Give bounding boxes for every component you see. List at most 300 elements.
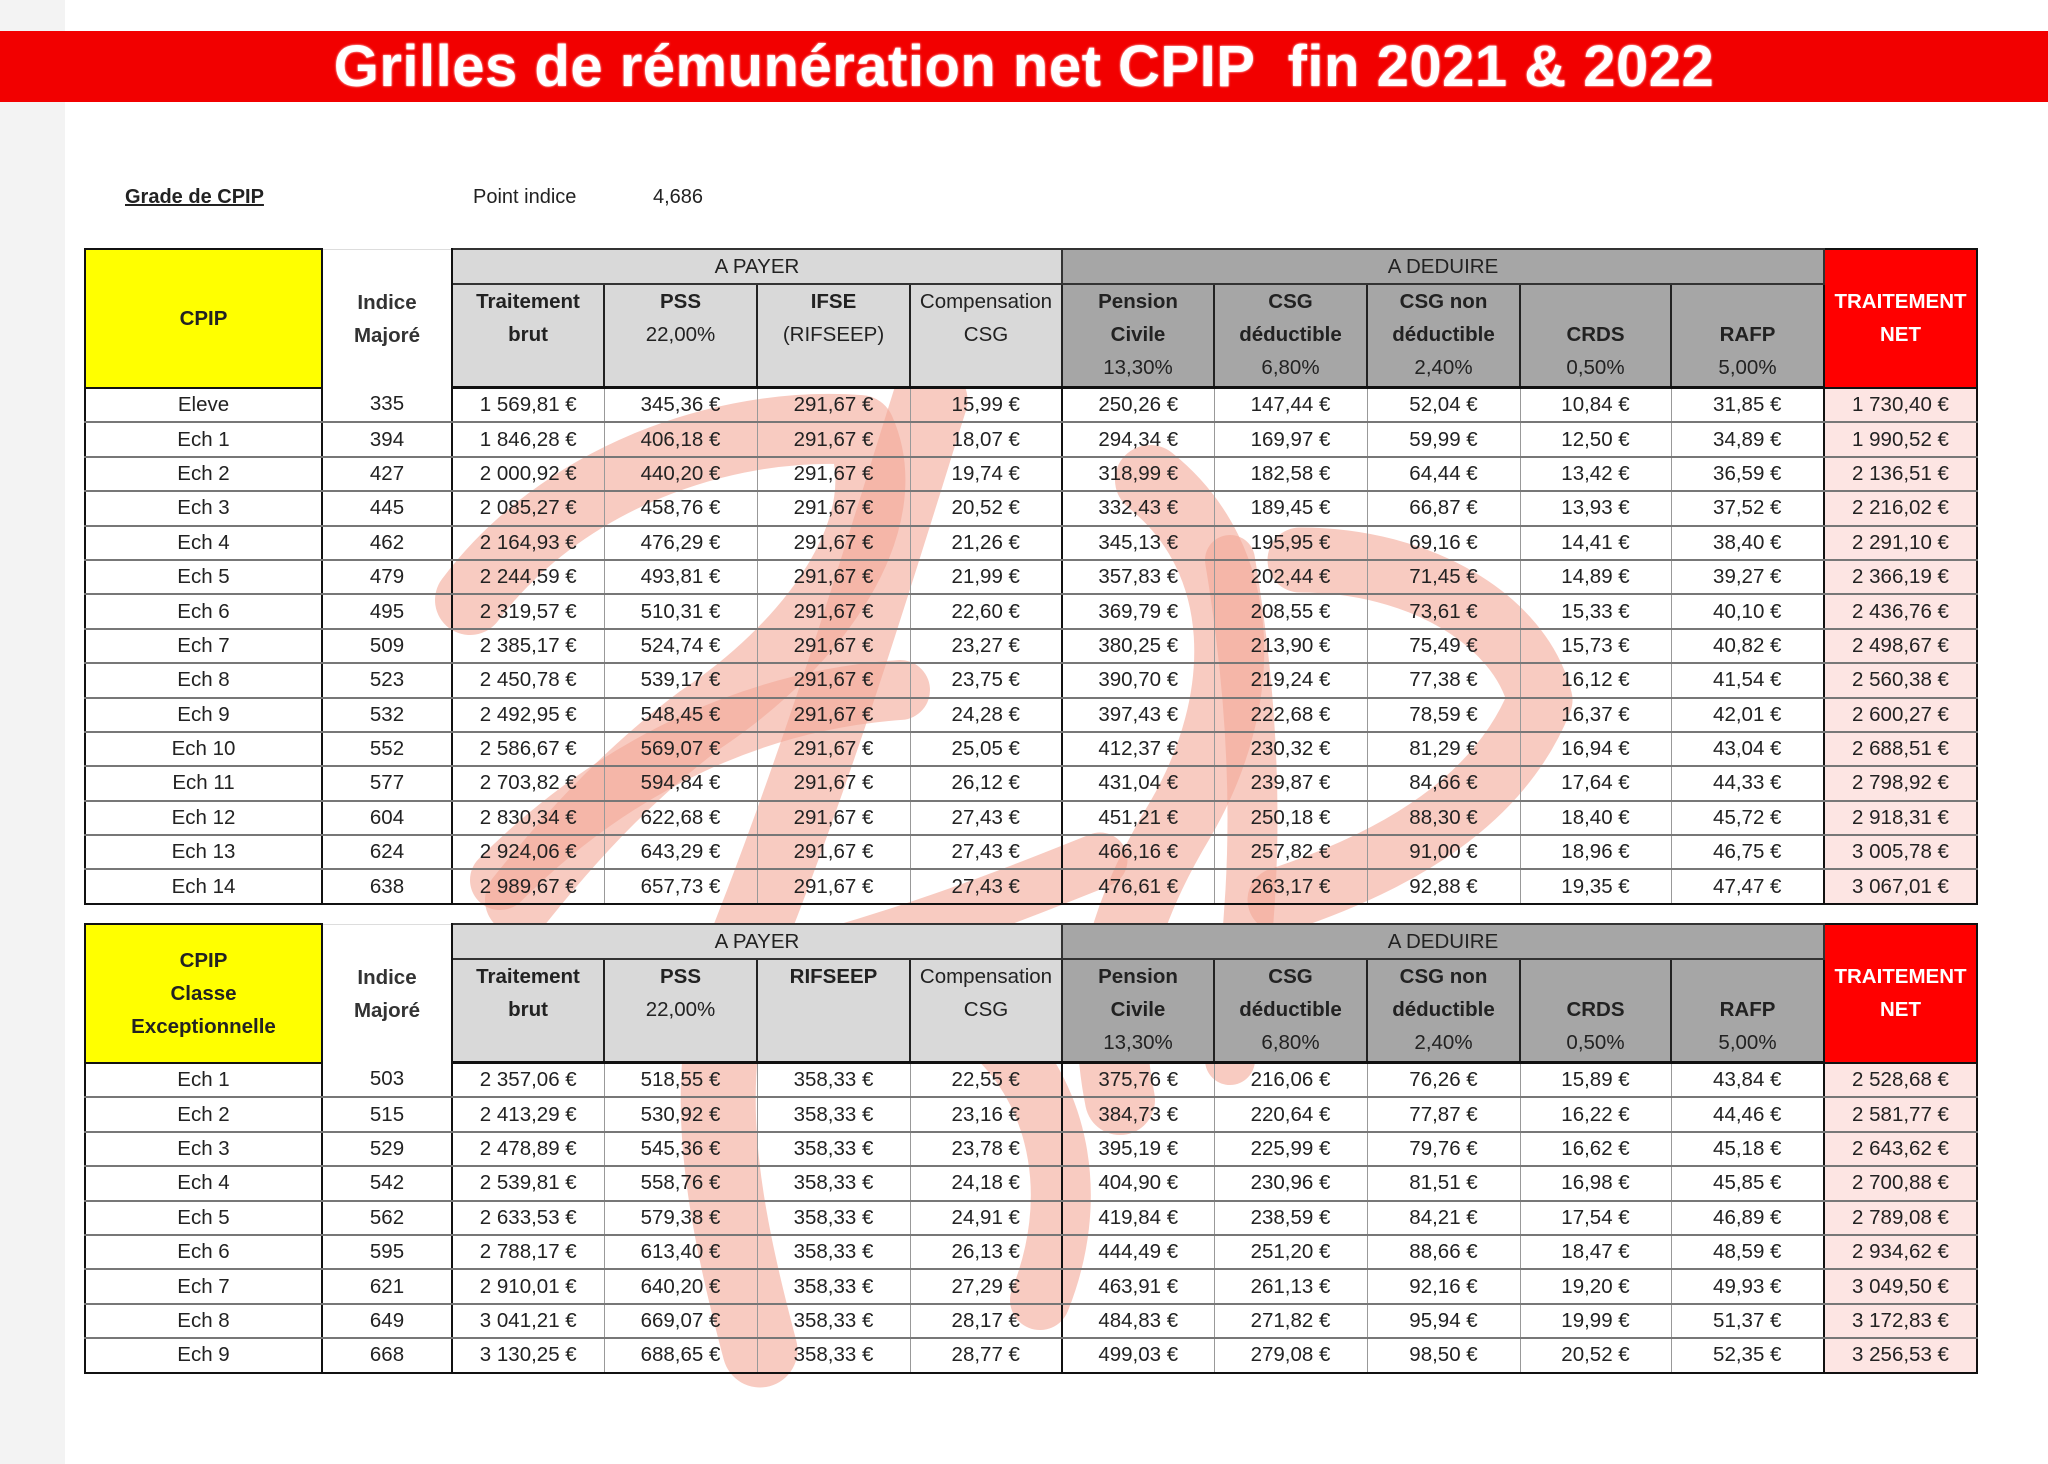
rafp-cell: 34,89 €	[1671, 422, 1824, 456]
traitement-brut-cell: 2 319,57 €	[452, 594, 604, 628]
rafp-cell: 45,72 €	[1671, 801, 1824, 835]
crds-cell: 15,73 €	[1520, 629, 1671, 663]
a-payer-group-header: A PAYER	[452, 249, 1062, 284]
traitement-brut-cell: 1 846,28 €	[452, 422, 604, 456]
pension-civile-cell: 463,91 €	[1062, 1269, 1214, 1303]
rafp-cell: 42,01 €	[1671, 698, 1824, 732]
column-header-line	[758, 351, 909, 384]
traitement-brut-cell: 2 539,81 €	[452, 1166, 604, 1200]
crds-cell: 17,64 €	[1520, 766, 1671, 800]
indice-cell: 595	[322, 1235, 452, 1269]
corner-header-line: Classe	[170, 981, 237, 1005]
column-header-line: CSG	[1268, 290, 1313, 313]
indice-cell: 604	[322, 801, 452, 835]
crds-cell: 13,42 €	[1520, 457, 1671, 491]
table-row	[85, 1063, 1977, 1098]
rafp-cell: 37,52 €	[1671, 491, 1824, 525]
column-header-line: CSG	[963, 998, 1009, 1021]
crds-cell: 20,52 €	[1520, 1338, 1671, 1372]
net-cell: 2 560,38 €	[1824, 663, 1977, 697]
pss-cell: 622,68 €	[604, 801, 757, 835]
crds-cell: 16,12 €	[1520, 663, 1671, 697]
csg-non-deductible-cell: 92,88 €	[1367, 869, 1520, 903]
indice-cell: 638	[322, 869, 452, 903]
net-cell: 2 600,27 €	[1824, 698, 1977, 732]
indice-cell: 523	[322, 663, 452, 697]
column-header-line: 22,00%	[645, 323, 716, 346]
pss-cell: 493,81 €	[604, 560, 757, 594]
table-row	[85, 1269, 1977, 1303]
rafp-cell: 38,40 €	[1671, 526, 1824, 560]
a-deduire-group-header: A DEDUIRE	[1062, 249, 1824, 284]
table-row	[85, 491, 1977, 525]
column-header-line: déductible	[1239, 998, 1342, 1021]
compensation-csg-cell: 20,52 €	[910, 491, 1062, 525]
table-row	[85, 526, 1977, 560]
csg-non-deductible-cell: 66,87 €	[1367, 491, 1520, 525]
pss-cell: 594,84 €	[604, 766, 757, 800]
column-header-line: CSG non	[1399, 965, 1488, 988]
compensation-csg-cell: 24,28 €	[910, 698, 1062, 732]
csg-deductible-cell: 213,90 €	[1214, 629, 1367, 663]
column-header-line: IFSE	[810, 290, 857, 313]
pss-cell: 440,20 €	[604, 457, 757, 491]
net-cell: 2 216,02 €	[1824, 491, 1977, 525]
indice-cell: 621	[322, 1269, 452, 1303]
net-cell: 2 291,10 €	[1824, 526, 1977, 560]
csg-non-deductible-cell: 59,99 €	[1367, 422, 1520, 456]
column-header-line	[758, 1026, 909, 1059]
rafp-cell: 43,04 €	[1671, 732, 1824, 766]
indice-cell: 394	[322, 422, 452, 456]
compensation-csg-cell: 22,55 €	[910, 1063, 1062, 1098]
indice-header-line: Indice	[357, 290, 417, 314]
net-cell: 2 581,77 €	[1824, 1097, 1977, 1131]
column-header-line: PSS	[659, 290, 702, 313]
net-cell: 2 528,68 €	[1824, 1063, 1977, 1098]
net-cell: 3 256,53 €	[1824, 1338, 1977, 1372]
compensation-csg-cell: 23,16 €	[910, 1097, 1062, 1131]
csg-deductible-cell: 230,32 €	[1214, 732, 1367, 766]
column-header-line	[911, 1026, 1061, 1059]
rifseep-cell: 291,67 €	[757, 457, 910, 491]
column-header-rafp	[1671, 284, 1824, 388]
csg-non-deductible-cell: 77,87 €	[1367, 1097, 1520, 1131]
net-cell: 2 366,19 €	[1824, 560, 1977, 594]
pension-civile-cell: 404,90 €	[1062, 1166, 1214, 1200]
rifseep-cell: 358,33 €	[757, 1269, 910, 1303]
net-cell: 2 934,62 €	[1824, 1235, 1977, 1269]
column-header-line: RIFSEEP	[789, 965, 878, 988]
pension-civile-cell: 499,03 €	[1062, 1338, 1214, 1372]
traitement-brut-cell: 2 788,17 €	[452, 1235, 604, 1269]
pension-civile-cell: 357,83 €	[1062, 560, 1214, 594]
rafp-cell: 45,85 €	[1671, 1166, 1824, 1200]
pension-civile-cell: 294,34 €	[1062, 422, 1214, 456]
crds-cell: 17,54 €	[1520, 1201, 1671, 1235]
table-row	[85, 663, 1977, 697]
echelon-cell: Ech 6	[85, 594, 322, 628]
rafp-cell: 36,59 €	[1671, 457, 1824, 491]
pss-cell: 539,17 €	[604, 663, 757, 697]
net-cell: 2 136,51 €	[1824, 457, 1977, 491]
pss-cell: 530,92 €	[604, 1097, 757, 1131]
table-row	[85, 457, 1977, 491]
indice-cell: 649	[322, 1304, 452, 1338]
rafp-cell: 40,10 €	[1671, 594, 1824, 628]
column-header-line: 13,30%	[1103, 1031, 1173, 1054]
compensation-csg-cell: 21,26 €	[910, 526, 1062, 560]
rafp-cell: 52,35 €	[1671, 1338, 1824, 1372]
pension-civile-cell: 250,26 €	[1062, 388, 1214, 423]
table-row	[85, 801, 1977, 835]
column-header-pension-civile	[1062, 284, 1214, 388]
indice-cell: 542	[322, 1166, 452, 1200]
rafp-cell: 46,89 €	[1671, 1201, 1824, 1235]
rafp-cell: 31,85 €	[1671, 388, 1824, 423]
table-row	[85, 835, 1977, 869]
table-row	[85, 698, 1977, 732]
echelon-cell: Ech 5	[85, 1201, 322, 1235]
echelon-cell: Eleve	[85, 388, 322, 423]
pension-civile-cell: 412,37 €	[1062, 732, 1214, 766]
table-row	[85, 869, 1977, 903]
indice-cell: 529	[322, 1132, 452, 1166]
rifseep-cell: 291,67 €	[757, 801, 910, 835]
indice-header-line: Indice	[357, 965, 417, 989]
traitement-brut-cell: 2 357,06 €	[452, 1063, 604, 1098]
column-header-line: PSS	[659, 965, 702, 988]
column-header-line: Civile	[1110, 323, 1166, 346]
pss-cell: 458,76 €	[604, 491, 757, 525]
crds-cell: 19,20 €	[1520, 1269, 1671, 1303]
grade-label: Grade de CPIP	[125, 186, 264, 208]
corner-header	[85, 924, 322, 1063]
net-cell: 3 172,83 €	[1824, 1304, 1977, 1338]
column-header-line	[911, 351, 1061, 384]
column-header-line: déductible	[1239, 323, 1342, 346]
csg-non-deductible-cell: 88,66 €	[1367, 1235, 1520, 1269]
net-cell: 2 688,51 €	[1824, 732, 1977, 766]
table-row	[85, 1097, 1977, 1131]
traitement-brut-cell: 2 000,92 €	[452, 457, 604, 491]
column-header-line: 6,80%	[1261, 356, 1320, 379]
csg-non-deductible-cell: 81,51 €	[1367, 1166, 1520, 1200]
echelon-cell: Ech 3	[85, 491, 322, 525]
echelon-cell: Ech 2	[85, 457, 322, 491]
column-header-compensation-csg	[910, 284, 1062, 388]
column-header-crds	[1520, 284, 1671, 388]
traitement-brut-cell: 3 041,21 €	[452, 1304, 604, 1338]
table-row	[85, 422, 1977, 456]
rifseep-cell: 358,33 €	[757, 1304, 910, 1338]
pss-cell: 524,74 €	[604, 629, 757, 663]
indice-cell: 335	[322, 388, 452, 423]
rifseep-cell: 291,67 €	[757, 422, 910, 456]
csg-deductible-cell: 202,44 €	[1214, 560, 1367, 594]
pension-civile-cell: 431,04 €	[1062, 766, 1214, 800]
csg-deductible-cell: 271,82 €	[1214, 1304, 1367, 1338]
rafp-cell: 43,84 €	[1671, 1063, 1824, 1098]
table-row	[85, 1235, 1977, 1269]
csg-deductible-cell: 251,20 €	[1214, 1235, 1367, 1269]
rifseep-cell: 358,33 €	[757, 1132, 910, 1166]
rifseep-cell: 291,67 €	[757, 526, 910, 560]
table-row	[85, 388, 1977, 423]
column-header-line: brut	[508, 323, 548, 346]
crds-cell: 18,40 €	[1520, 801, 1671, 835]
echelon-cell: Ech 7	[85, 629, 322, 663]
column-header-pension-civile	[1062, 959, 1214, 1063]
crds-cell: 16,98 €	[1520, 1166, 1671, 1200]
pension-civile-cell: 380,25 €	[1062, 629, 1214, 663]
indice-header-line: Majoré	[353, 323, 421, 347]
traitement-net-header	[1824, 924, 1977, 1063]
column-header-pss	[604, 959, 757, 1063]
traitement-brut-cell: 2 910,01 €	[452, 1269, 604, 1303]
traitement-brut-cell: 2 924,06 €	[452, 835, 604, 869]
pss-cell: 406,18 €	[604, 422, 757, 456]
csg-non-deductible-cell: 92,16 €	[1367, 1269, 1520, 1303]
indice-majore-header	[322, 924, 452, 1063]
column-header-traitement-brut	[452, 959, 604, 1063]
column-header-csg-deductible	[1214, 284, 1367, 388]
crds-cell: 10,84 €	[1520, 388, 1671, 423]
echelon-cell: Ech 4	[85, 526, 322, 560]
compensation-csg-cell: 22,60 €	[910, 594, 1062, 628]
pension-civile-cell: 384,73 €	[1062, 1097, 1214, 1131]
echelon-cell: Ech 3	[85, 1132, 322, 1166]
csg-non-deductible-cell: 88,30 €	[1367, 801, 1520, 835]
column-header-traitement-brut	[452, 284, 604, 388]
compensation-csg-cell: 26,12 €	[910, 766, 1062, 800]
rifseep-cell: 358,33 €	[757, 1063, 910, 1098]
pension-civile-cell: 419,84 €	[1062, 1201, 1214, 1235]
rifseep-cell: 291,67 €	[757, 835, 910, 869]
csg-non-deductible-cell: 73,61 €	[1367, 594, 1520, 628]
corner-header-line: CPIP	[179, 948, 228, 972]
csg-deductible-cell: 222,68 €	[1214, 698, 1367, 732]
echelon-cell: Ech 1	[85, 422, 322, 456]
echelon-cell: Ech 7	[85, 1269, 322, 1303]
csg-non-deductible-cell: 64,44 €	[1367, 457, 1520, 491]
traitement-brut-cell: 2 492,95 €	[452, 698, 604, 732]
csg-deductible-cell: 225,99 €	[1214, 1132, 1367, 1166]
rafp-cell: 48,59 €	[1671, 1235, 1824, 1269]
compensation-csg-cell: 27,43 €	[910, 869, 1062, 903]
echelon-cell: Ech 8	[85, 1304, 322, 1338]
rifseep-cell: 291,67 €	[757, 698, 910, 732]
crds-cell: 16,94 €	[1520, 732, 1671, 766]
column-header-line: Traitement	[476, 965, 580, 988]
compensation-csg-cell: 28,77 €	[910, 1338, 1062, 1372]
column-header-line: Pension	[1098, 965, 1178, 988]
pension-civile-cell: 476,61 €	[1062, 869, 1214, 903]
column-header-rafp	[1671, 959, 1824, 1063]
corner-header	[85, 249, 322, 388]
indice-cell: 479	[322, 560, 452, 594]
column-header-line: 6,80%	[1261, 1031, 1320, 1054]
compensation-csg-cell: 19,74 €	[910, 457, 1062, 491]
traitement-net-header	[1824, 249, 1977, 388]
compensation-csg-cell: 24,18 €	[910, 1166, 1062, 1200]
crds-cell: 13,93 €	[1520, 491, 1671, 525]
column-header-line: CRDS	[1566, 323, 1625, 346]
csg-non-deductible-cell: 75,49 €	[1367, 629, 1520, 663]
indice-header-line: Majoré	[353, 998, 421, 1022]
compensation-csg-cell: 18,07 €	[910, 422, 1062, 456]
indice-cell: 427	[322, 457, 452, 491]
net-cell: 2 498,67 €	[1824, 629, 1977, 663]
csg-deductible-cell: 238,59 €	[1214, 1201, 1367, 1235]
column-header-rifseep	[757, 284, 910, 388]
compensation-csg-cell: 15,99 €	[910, 388, 1062, 423]
column-header-line: CSG	[963, 323, 1009, 346]
crds-cell: 18,96 €	[1520, 835, 1671, 869]
net-header-line: TRAITEMENT	[1834, 965, 1967, 989]
csg-non-deductible-cell: 84,66 €	[1367, 766, 1520, 800]
csg-deductible-cell: 279,08 €	[1214, 1338, 1367, 1372]
crds-cell: 15,33 €	[1520, 594, 1671, 628]
net-header-line: NET	[1880, 998, 1921, 1022]
echelon-cell: Ech 5	[85, 560, 322, 594]
table-row	[85, 1132, 1977, 1166]
net-cell: 3 005,78 €	[1824, 835, 1977, 869]
column-header-line: (RIFSEEP)	[782, 323, 885, 346]
csg-non-deductible-cell: 76,26 €	[1367, 1063, 1520, 1098]
column-header-line	[758, 993, 909, 1026]
compensation-csg-cell: 25,05 €	[910, 732, 1062, 766]
crds-cell: 18,47 €	[1520, 1235, 1671, 1269]
echelon-cell: Ech 9	[85, 1338, 322, 1372]
indice-cell: 503	[322, 1063, 452, 1098]
traitement-brut-cell: 2 413,29 €	[452, 1097, 604, 1131]
csg-non-deductible-cell: 84,21 €	[1367, 1201, 1520, 1235]
csg-deductible-cell: 147,44 €	[1214, 388, 1367, 423]
column-header-line: 0,50%	[1566, 356, 1625, 379]
indice-cell: 532	[322, 698, 452, 732]
echelon-cell: Ech 14	[85, 869, 322, 903]
table-row	[85, 1166, 1977, 1200]
pss-cell: 579,38 €	[604, 1201, 757, 1235]
csg-non-deductible-cell: 78,59 €	[1367, 698, 1520, 732]
pss-cell: 569,07 €	[604, 732, 757, 766]
net-cell: 3 049,50 €	[1824, 1269, 1977, 1303]
echelon-cell: Ech 2	[85, 1097, 322, 1131]
net-cell: 2 700,88 €	[1824, 1166, 1977, 1200]
corner-header-line: Exceptionnelle	[131, 1014, 276, 1038]
compensation-csg-cell: 23,78 €	[910, 1132, 1062, 1166]
indice-cell: 445	[322, 491, 452, 525]
compensation-csg-cell: 27,43 €	[910, 835, 1062, 869]
indice-majore-header	[322, 249, 452, 388]
csg-deductible-cell: 257,82 €	[1214, 835, 1367, 869]
rifseep-cell: 291,67 €	[757, 388, 910, 423]
indice-cell: 562	[322, 1201, 452, 1235]
traitement-brut-cell: 2 085,27 €	[452, 491, 604, 525]
pension-civile-cell: 369,79 €	[1062, 594, 1214, 628]
rifseep-cell: 358,33 €	[757, 1097, 910, 1131]
table-row	[85, 629, 1977, 663]
column-header-line: 2,40%	[1414, 356, 1473, 379]
table-row	[85, 732, 1977, 766]
rifseep-cell: 358,33 €	[757, 1166, 910, 1200]
net-cell: 2 436,76 €	[1824, 594, 1977, 628]
column-header-line	[1672, 960, 1823, 993]
indice-cell: 509	[322, 629, 452, 663]
pss-cell: 518,55 €	[604, 1063, 757, 1098]
rafp-cell: 49,93 €	[1671, 1269, 1824, 1303]
column-header-csg-non-deductible	[1367, 284, 1520, 388]
indice-cell: 515	[322, 1097, 452, 1131]
pss-cell: 558,76 €	[604, 1166, 757, 1200]
column-header-line: déductible	[1392, 323, 1495, 346]
csg-non-deductible-cell: 81,29 €	[1367, 732, 1520, 766]
csg-deductible-cell: 169,97 €	[1214, 422, 1367, 456]
pss-cell: 345,36 €	[604, 388, 757, 423]
echelon-cell: Ech 8	[85, 663, 322, 697]
column-header-line: 5,00%	[1718, 356, 1777, 379]
column-header-csg-non-deductible	[1367, 959, 1520, 1063]
rifseep-cell: 291,67 €	[757, 766, 910, 800]
net-cell: 2 798,92 €	[1824, 766, 1977, 800]
traitement-brut-cell: 2 703,82 €	[452, 766, 604, 800]
echelon-cell: Ech 12	[85, 801, 322, 835]
csg-deductible-cell: 216,06 €	[1214, 1063, 1367, 1098]
echelon-cell: Ech 4	[85, 1166, 322, 1200]
pss-cell: 657,73 €	[604, 869, 757, 903]
rafp-cell: 40,82 €	[1671, 629, 1824, 663]
column-header-line: Pension	[1098, 290, 1178, 313]
table-row	[85, 1201, 1977, 1235]
csg-non-deductible-cell: 95,94 €	[1367, 1304, 1520, 1338]
traitement-brut-cell: 3 130,25 €	[452, 1338, 604, 1372]
indice-cell: 462	[322, 526, 452, 560]
traitement-brut-cell: 2 478,89 €	[452, 1132, 604, 1166]
table-row	[85, 1304, 1977, 1338]
salary-table-classe-exceptionnelle	[84, 923, 1978, 1374]
csg-non-deductible-cell: 69,16 €	[1367, 526, 1520, 560]
rifseep-cell: 358,33 €	[757, 1338, 910, 1372]
column-header-line: Compensation	[919, 965, 1053, 988]
traitement-brut-cell: 2 830,34 €	[452, 801, 604, 835]
column-header-line: RAFP	[1719, 998, 1776, 1021]
pss-cell: 688,65 €	[604, 1338, 757, 1372]
pss-cell: 669,07 €	[604, 1304, 757, 1338]
point-indice-label: Point indice	[473, 186, 577, 208]
rafp-cell: 41,54 €	[1671, 663, 1824, 697]
crds-cell: 16,22 €	[1520, 1097, 1671, 1131]
csg-non-deductible-cell: 52,04 €	[1367, 388, 1520, 423]
csg-deductible-cell: 195,95 €	[1214, 526, 1367, 560]
pss-cell: 510,31 €	[604, 594, 757, 628]
column-header-line: RAFP	[1719, 323, 1776, 346]
crds-cell: 19,35 €	[1520, 869, 1671, 903]
csg-deductible-cell: 230,96 €	[1214, 1166, 1367, 1200]
echelon-cell: Ech 11	[85, 766, 322, 800]
pension-civile-cell: 451,21 €	[1062, 801, 1214, 835]
compensation-csg-cell: 28,17 €	[910, 1304, 1062, 1338]
column-header-line	[453, 351, 603, 384]
compensation-csg-cell: 27,29 €	[910, 1269, 1062, 1303]
compensation-csg-cell: 21,99 €	[910, 560, 1062, 594]
rifseep-cell: 291,67 €	[757, 491, 910, 525]
indice-cell: 577	[322, 766, 452, 800]
traitement-brut-cell: 1 569,81 €	[452, 388, 604, 423]
corner-header-line: CPIP	[179, 306, 228, 330]
net-cell: 2 789,08 €	[1824, 1201, 1977, 1235]
column-header-line: Compensation	[919, 290, 1053, 313]
